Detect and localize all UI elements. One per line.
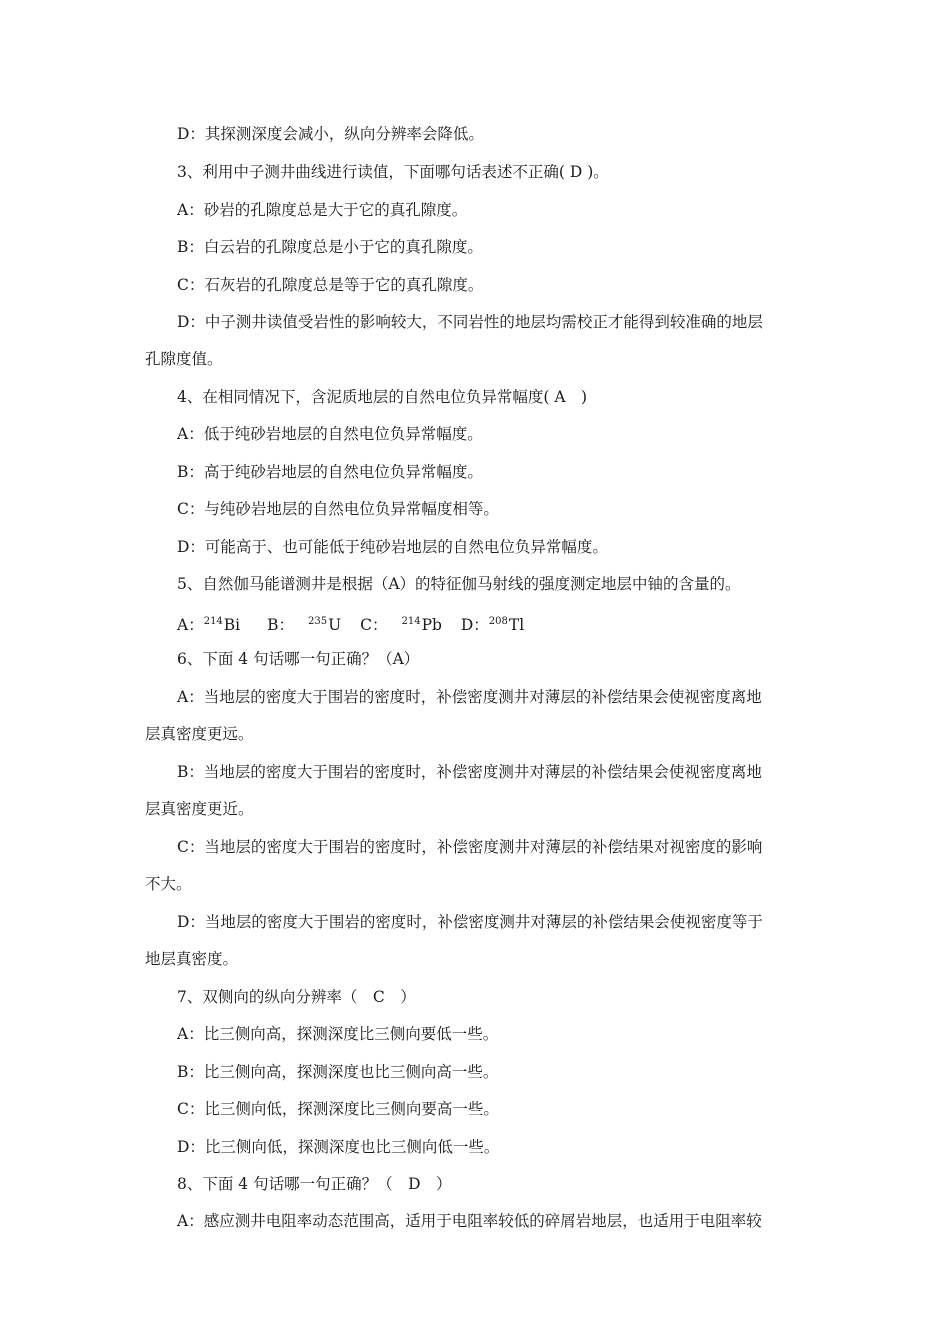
q5-option-b: B： $^{235}$U [267,616,342,634]
isotope-symbol: Pb [421,616,442,634]
isotope-mass-number: 208 [488,616,508,627]
isotope-mass-number: 214 [203,616,223,627]
q5-stem: 5、自然伽马能谱测井是根据（A）的特征伽马射线的强度测定地层中铀的含量的。 [177,575,741,593]
q8-stem: 8、下面 4 句话哪一句正确？（ D ） [177,1175,452,1193]
q4-option-a: A：低于纯砂岩地层的自然电位负异常幅度。 [177,425,483,443]
q4-stem: 4、在相同情况下，含泥质地层的自然电位负异常幅度( A ) [177,388,588,406]
q6-option-b-line2: 层真密度更近。 [145,800,254,818]
q4-option-b: B：高于纯砂岩地层的自然电位负异常幅度。 [177,463,483,481]
q4-option-c: C：与纯砂岩地层的自然电位负异常幅度相等。 [177,500,499,518]
q4-option-d: D：可能高于、也可能低于纯砂岩地层的自然电位负异常幅度。 [177,538,608,556]
isotope-symbol: U [328,616,342,634]
q7-option-b: B：比三侧向高，探测深度也比三侧向高一些。 [177,1063,499,1081]
q8-option-a-line1: A：感应测井电阻率动态范围高，适用于电阻率较低的碎屑岩地层，也适用于电阻率较 [177,1212,762,1230]
q5-options-row [0,612,950,635]
isotope-mass-number: 214 [401,616,421,627]
q6-option-c-line2: 不大。 [145,875,192,893]
q5-option-c: C： $^{214}$Pb [360,616,442,634]
q6-option-a-line1: A：当地层的密度大于围岩的密度时，补偿密度测井对薄层的补偿结果会使视密度离地 [177,688,762,706]
q6-stem: 6、下面 4 句话哪一句正确？（A） [177,650,420,668]
isotope-mass-number: 235 [307,616,328,627]
q5-option-a: A：$^{214}$Bi [177,616,241,634]
q3-option-a: A：砂岩的孔隙度总是大于它的真孔隙度。 [177,201,468,219]
q3-option-b: B：白云岩的孔隙度总是小于它的真孔隙度。 [177,238,483,256]
q6-option-d-line1: D：当地层的密度大于围岩的密度时，补偿密度测井对薄层的补偿结果会使视密度等于 [177,913,763,931]
q3-stem: 3、利用中子测井曲线进行读值，下面哪句话表述不正确( D )。 [177,163,609,181]
q3-option-c: C：石灰岩的孔隙度总是等于它的真孔隙度。 [177,276,484,294]
isotope-symbol: Tl [508,616,525,634]
q6-option-d-line2: 地层真密度。 [145,950,239,968]
q3-option-d-line2: 孔隙度值。 [145,350,223,368]
q5-option-d: D：$^{208}$Tl [460,616,525,634]
q7-option-c: C：比三侧向低，探测深度比三侧向要高一些。 [177,1100,499,1118]
q7-option-d: D：比三侧向低，探测深度也比三侧向低一些。 [177,1138,500,1156]
q2-option-d: D：其探测深度会减小，纵向分辨率会降低。 [177,125,484,143]
q6-option-c-line1: C：当地层的密度大于围岩的密度时，补偿密度测井对薄层的补偿结果对视密度的影响 [177,838,763,856]
q6-option-b-line1: B：当地层的密度大于围岩的密度时，补偿密度测井对薄层的补偿结果会使视密度离地 [177,763,762,781]
q7-stem: 7、双侧向的纵向分辨率（ C ） [177,988,416,1006]
isotope-symbol: Bi [223,616,241,634]
q3-option-d-line1: D：中子测井读值受岩性的影响较大，不同岩性的地层均需校正才能得到较准确的地层 [177,313,763,331]
q6-option-a-line2: 层真密度更远。 [145,725,254,743]
q7-option-a: A：比三侧向高，探测深度比三侧向要低一些。 [177,1025,499,1043]
